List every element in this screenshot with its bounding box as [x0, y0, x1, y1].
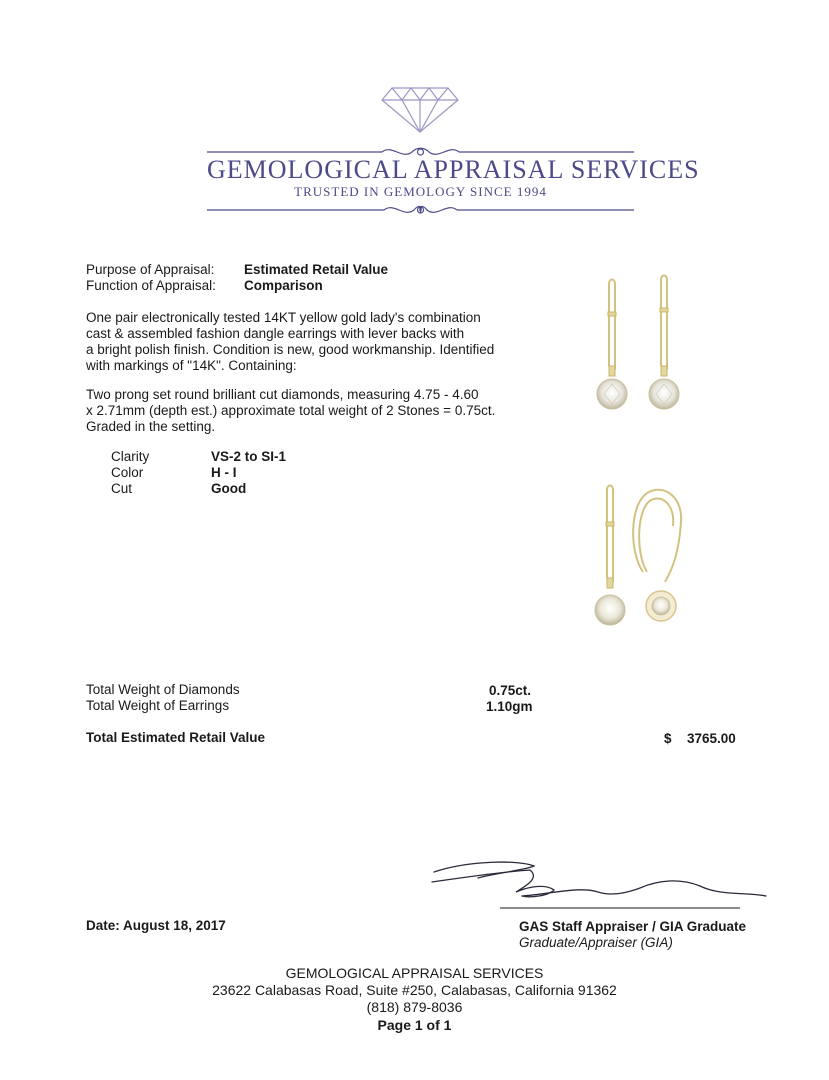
cut-label: Cut: [111, 481, 133, 496]
footer-company: GEMOLOGICAL APPRAISAL SERVICES: [285, 965, 544, 981]
earrings-front-photo: [585, 270, 695, 430]
earring-weight-label: Total Weight of Earrings: [86, 698, 230, 713]
earring-weight-value: 1.10gm: [486, 699, 533, 714]
description-line: a bright polish finish. Condition is new, good workmanship. Identified: [86, 342, 495, 357]
appraiser-signature: [430, 856, 770, 916]
earrings-side-photo: [585, 482, 695, 642]
color-value: H - I: [211, 465, 237, 480]
retail-value-label: Total Estimated Retail Value: [86, 730, 266, 745]
company-name: GEMOLOGICAL APPRAISAL SERVICES: [207, 155, 700, 184]
diamond-weight-label: Total Weight of Diamonds: [86, 682, 240, 697]
clarity-value: VS-2 to SI-1: [211, 449, 287, 464]
page-number: Page 1 of 1: [377, 1017, 452, 1033]
function-value: Comparison: [244, 278, 323, 293]
stone-description: [86, 387, 516, 435]
description-line: cast & assembled fashion dangle earrings with lever backs with: [86, 326, 465, 341]
appraiser-title: GAS Staff Appraiser / GIA Graduate: [519, 919, 747, 934]
item-description: [86, 310, 516, 374]
color-label: Color: [111, 465, 144, 480]
diamond-weight-value: 0.75ct.: [489, 683, 532, 698]
description-line: One pair electronically tested 14KT yellow gold lady's combination: [86, 310, 481, 325]
description-line: Graded in the setting.: [86, 419, 216, 434]
cut-value: Good: [211, 481, 247, 496]
description-line: with markings of "14K". Containing:: [86, 358, 297, 373]
description-line: x 2.71mm (depth est.) approximate total weight of 2 Stones = 0.75ct.: [86, 403, 496, 418]
purpose-value: Estimated Retail Value: [244, 262, 389, 277]
company-tagline: TRUSTED IN GEMOLOGY SINCE 1994: [294, 184, 547, 199]
clarity-label: Clarity: [111, 449, 150, 464]
footer-address: 23622 Calabasas Road, Suite #250, Calabasas, California 91362: [212, 982, 617, 998]
purpose-label: Purpose of Appraisal:: [86, 262, 215, 277]
bottom-ornament-divider: [207, 200, 634, 220]
function-label: Function of Appraisal:: [86, 278, 216, 293]
footer-phone: (818) 879-8036: [366, 999, 463, 1015]
appraiser-subtitle: Graduate/Appraiser (GIA): [519, 935, 673, 950]
currency-symbol: $: [664, 731, 672, 746]
appraisal-date: Date: August 18, 2017: [86, 918, 226, 933]
description-line: Two prong set round brilliant cut diamonds, measuring 4.75 - 4.60: [86, 387, 479, 402]
diamond-logo-icon: [380, 84, 460, 134]
retail-value-amount: 3765.00: [687, 731, 736, 746]
